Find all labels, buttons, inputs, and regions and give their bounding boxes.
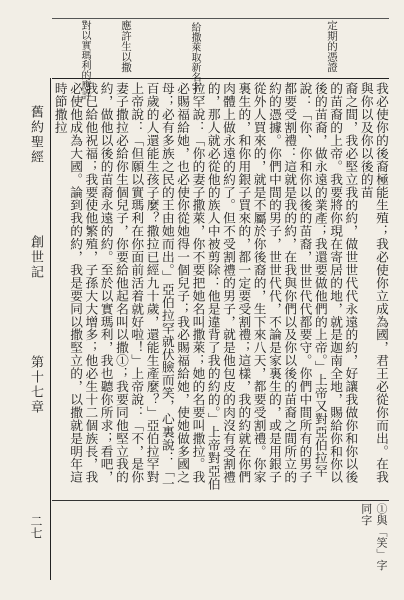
verse-intro: 我必使你的後裔極能生殖；我必使你立成為國，君王必從你而出。在我與你以及你以後的苗 xyxy=(358,82,389,484)
footnote-text: ①與「笑」字同字 xyxy=(359,503,388,571)
page-number: 二七 xyxy=(29,515,43,539)
margin-note-new-name: 給撒萊取新名字 xyxy=(189,22,200,92)
margin-note-promise-isaac: 應許生以撒 xyxy=(120,20,132,73)
spine-rule xyxy=(50,78,51,580)
book-title: 創世記 xyxy=(28,235,43,280)
verse-main: 裔之間，我必堅立我的約，做世世代代永遠的約，好讓我做你和你以後的苗裔的上帝。我要將你現在寄居的地，就是迦南全地，賜給你和你以後的苗裔，做永遠的業產；我還要做他們的上帝。」上帝又對亞伯拉罕說：「你、你和你以後的苗裔，世世代代都要守。你們中間所有的男子都要受割禮：這就是我的約，在我與你們以及你以後的苗裔之間所立的約的憑據。你們中間的男子，世世代代，不論是家裏生的，或是用銀子從外人買來的，就是不屬於你後裔的，生下來八天，都要受割禮。你家裏生的，和你用銀子買來的，都一定要受割禮；這樣，我的約就在你們肉體上做永遠的約了。但不受割禮的男子，就是他包皮的肉沒有受割禮的，那人就必從他的族人中被剪除：他是違背了我的約的。」上帝對亞伯拉罕說：「你的妻子撒萊，你不要把她名叫撒萊；她的名要叫撒拉。我必賜福給她，也必使你從她得一個兒子；我必賜福給她，使她做多國之母；必有多族之民的王由她而出。」亞伯拉罕就伏臉而笑，心裏說：「一百歲的人還能生孩子麼？撒拉已經九十歲，還能生產麼？」亞伯拉罕對上帝說：「但願以實瑪利在你面前活着就好啦！」上帝說：「不，是你妻子撒拉必給你生個兒子，你要給他起名叫以撒①；我要同他堅立我的約，做他以後的苗裔永遠的約。至於以實瑪利，我也聽你所求；看吧，我已給他祝福；我要使他繁殖，子孫大大增多；他必生十二個族長，我必使他成為大國。論到我的約，我是要同以撒堅立的，以撒就是明年這時節撒拉 xyxy=(52,82,359,491)
header-rule xyxy=(52,78,389,79)
top-rule xyxy=(52,18,389,19)
footnote-rule xyxy=(52,500,389,501)
footnote xyxy=(52,503,389,581)
bible-title: 舊約聖經 xyxy=(28,105,43,165)
margin-note-ishmael: 對以實瑪利的應許 xyxy=(79,20,90,100)
body-text xyxy=(52,82,389,496)
chapter-title: 第十七章 xyxy=(28,355,43,415)
margin-note-covenant-sign: 定期的憑證 xyxy=(326,20,338,73)
